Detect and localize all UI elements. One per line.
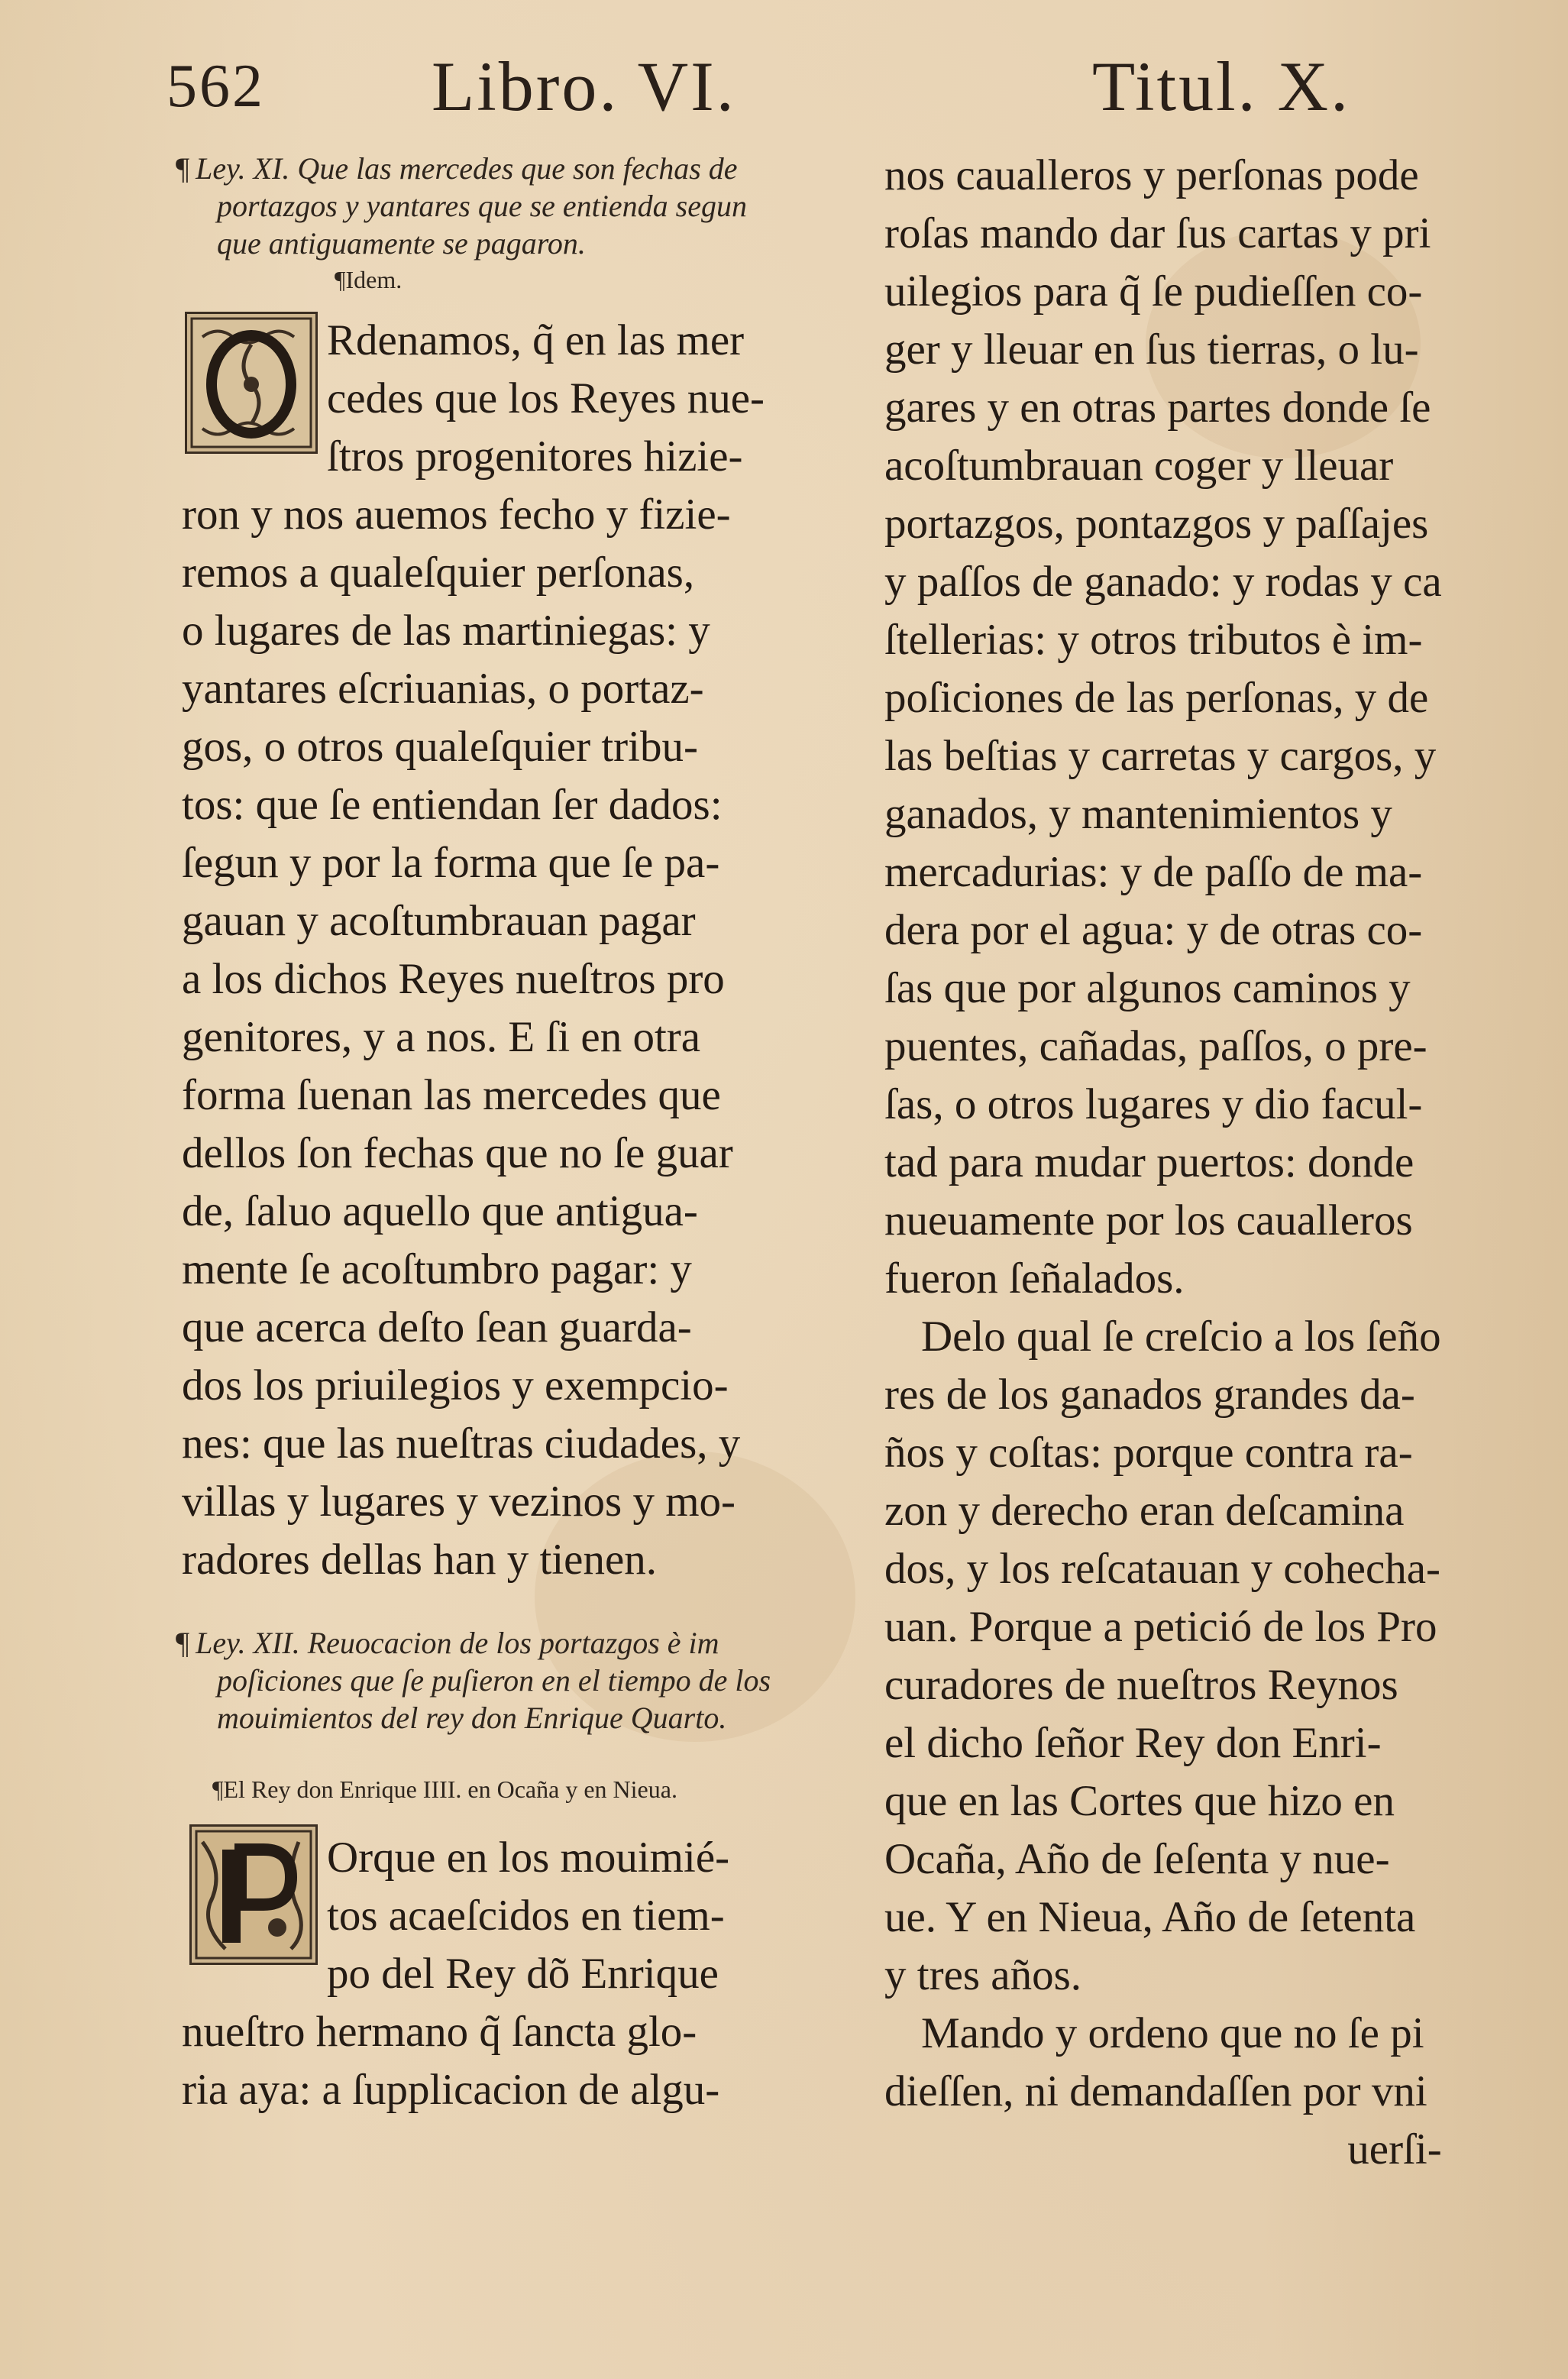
text-line: mente ſe acoſtumbro pagar: y: [182, 1245, 692, 1293]
text-line: ſas que por algunos caminos y: [884, 964, 1411, 1012]
ley-11-heading-line-3: que antiguamente se pagaron.: [217, 226, 586, 261]
text-line: tos: que ſe entiendan ſer dados:: [182, 781, 723, 829]
text-line: ria aya: a ſupplicacion de algu-: [182, 2066, 720, 2114]
text-line: Rdenamos, q̃ en las mer: [327, 316, 745, 364]
ley-11-source: ¶Idem.: [335, 266, 403, 293]
text-line: ſegun y por la forma que ſe pa-: [182, 839, 720, 887]
text-line: gares y en otras partes donde ſe: [884, 384, 1431, 432]
text-line: y paſſos de ganado: y rodas y ca: [884, 558, 1442, 606]
text-line: tad para mudar puertos: donde: [884, 1138, 1414, 1186]
text-line: uan. Porque a petició de los Pro: [884, 1603, 1437, 1651]
text-line: gos, o otros qualeſquier tribu-: [182, 723, 698, 771]
text-line: cedes que los Reyes nue-: [327, 374, 765, 422]
text-line: roſas mando dar ſus cartas y pri: [884, 209, 1431, 257]
text-line: gauan y acoſtumbrauan pagar: [182, 897, 696, 945]
running-header: [0, 44, 1568, 128]
text-line: genitores, y a nos. E ſi en otra: [182, 1013, 701, 1061]
text-line: dieſſen, ni demandaſſen por vni: [884, 2067, 1427, 2115]
page-number: 562: [166, 53, 265, 120]
text-line: tos acaeſcidos en tiem-: [327, 1892, 725, 1940]
text-line: uilegios para q̃ ſe pudieſſen co-: [884, 267, 1423, 316]
text-line: dos, y los reſcatauan y cohecha-: [884, 1545, 1441, 1593]
text-line: villas y lugares y vezinos y mo-: [182, 1478, 736, 1526]
text-line: nueuamente por los caualleros: [884, 1196, 1413, 1245]
text-line: forma ſuenan las mercedes que: [182, 1071, 721, 1119]
ley-12-source: ¶El Rey don Enrique IIII. en Ocaña y en Nieua.: [212, 1775, 677, 1803]
text-line: de, ſaluo aquello que antigua-: [182, 1187, 698, 1235]
text-line: dellos ſon fechas que no ſe guar: [182, 1129, 733, 1177]
text-line: curadores de nueſtros Reynos: [884, 1661, 1398, 1709]
text-line: nes: que las nueſtras ciudades, y: [182, 1419, 741, 1468]
text-line: res de los ganados grandes da-: [884, 1371, 1415, 1419]
text-line: que acerca deſto ſean guarda-: [182, 1303, 692, 1351]
book-title: Libro. VI.: [432, 47, 736, 125]
text-line: ger y lleuar en ſus tierras, o lu-: [884, 325, 1419, 374]
paragraph-start-line: Delo qual ſe creſcio a los ſeño: [921, 1312, 1441, 1361]
text-line: zon y derecho eran deſcamina: [884, 1487, 1405, 1535]
text-line: que en las Cortes que hizo en: [884, 1777, 1395, 1825]
text-line: dos los priuilegios y exempcio-: [182, 1361, 729, 1410]
text-line: las beſtias y carretas y cargos, y: [884, 732, 1437, 780]
ley-12-heading: [176, 1624, 832, 1737]
ley-12-heading-line-2: poſiciones que ſe puſieron en el tiempo de los: [217, 1663, 771, 1698]
ley-11-heading-line-1: ¶ Ley. XI. Que las mercedes que son fechas de: [176, 151, 738, 186]
text-line: Orque en los mouimié-: [327, 1834, 730, 1882]
text-line: ron y nos auemos fecho y fizie-: [182, 490, 731, 539]
text-line: nos caualleros y perſonas pode: [884, 151, 1419, 199]
text-line: ue. Y en Nieua, Año de ſetenta: [884, 1893, 1416, 1941]
text-line: remos a qualeſquier perſonas,: [182, 549, 695, 597]
paragraph-start-line: Mando y ordeno que no ſe pi: [921, 2009, 1424, 2057]
text-line: nueſtro hermano q̃ ſancta glo-: [182, 2008, 697, 2056]
ley-11-heading: [176, 150, 832, 262]
text-line: mercadurias: y de paſſo de ma-: [884, 848, 1423, 896]
text-line: ſtros progenitores hizie-: [327, 432, 743, 481]
ley-11-text: [182, 312, 765, 1589]
text-line: puentes, cañadas, paſſos, o pre-: [884, 1022, 1427, 1070]
text-line: ſas, o otros lugares y dio facul-: [884, 1080, 1423, 1128]
ley-11-heading-line-2: portazgos y yantares que se entienda segun: [217, 189, 747, 223]
text-line: acoſtumbrauan coger y lleuar: [884, 442, 1394, 490]
title-heading: Titul. X.: [1092, 47, 1351, 125]
text-line: ganados, y mantenimientos y: [884, 790, 1392, 838]
text-line: po del Rey dõ Enrique: [327, 1950, 719, 1998]
text-line: a los dichos Reyes nueſtros pro: [182, 955, 725, 1003]
text-line: dera por el agua: y de otras co-: [884, 906, 1423, 954]
text-line: el dicho ſeñor Rey don Enri-: [884, 1719, 1382, 1767]
text-line: radores dellas han y tienen.: [182, 1536, 658, 1584]
text-line: portazgos, pontazgos y paſſajes: [884, 500, 1429, 548]
text-line: o lugares de las martiniegas: y: [182, 607, 710, 655]
ley-12-heading-line-3: mouimientos del rey don Enrique Quarto.: [217, 1701, 727, 1735]
right-column-text: [884, 147, 1442, 2179]
ley-12-text: [182, 1829, 729, 2119]
text-line: yantares eſcriuanias, o portaz-: [182, 665, 704, 713]
text-line: ſtellerias: y otros tributos è im-: [884, 616, 1423, 664]
text-line: fueron ſeñalados.: [884, 1254, 1185, 1303]
text-line: y tres años.: [884, 1951, 1082, 1999]
text-line: Ocaña, Año de ſeſenta y nue-: [884, 1835, 1390, 1883]
text-line: ños y coſtas: porque contra ra-: [884, 1429, 1413, 1477]
catchword: uerſi-: [1347, 2125, 1442, 2173]
ley-12-heading-line-1: ¶ Ley. XII. Reuocacion de los portazgos è im: [176, 1626, 719, 1660]
text-line: poſiciones de las perſonas, y de: [884, 674, 1429, 722]
